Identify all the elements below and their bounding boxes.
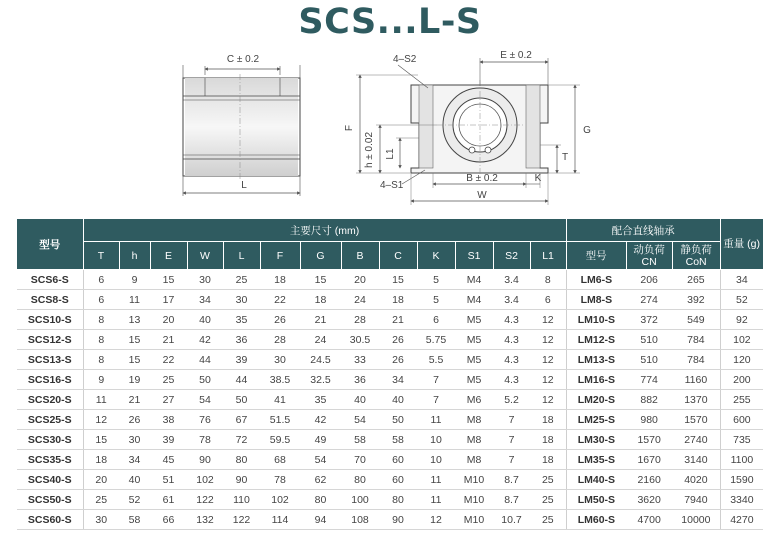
model-cell: SCS20-S [17,390,83,410]
static-load-cell: 4020 [672,470,720,490]
dimension-cell: 22 [150,350,187,370]
technical-drawings [0,0,780,215]
table-row [17,470,763,490]
weight-cell: 600 [720,410,763,430]
dimension-cell: M6 [455,390,493,410]
weight-cell: 255 [720,390,763,410]
model-cell: SCS35-S [17,450,83,470]
dimension-cell: 17 [150,290,187,310]
dimension-cell: 50 [223,390,260,410]
table-row [17,490,763,510]
dimension-cell: 50 [187,370,223,390]
dimension-cell: 66 [150,510,187,530]
dynamic-load-header: 动负荷 CN [626,242,672,270]
dimension-cell: 12 [417,510,455,530]
dimension-cell: 28 [260,330,300,350]
dimension-cell: 33 [341,350,379,370]
dimension-cell: 12 [530,310,566,330]
dimension-cell: 36 [341,370,379,390]
dimension-cell: 6 [83,270,119,290]
dimension-cell: 90 [223,470,260,490]
dimension-cell: 4.3 [493,310,530,330]
bearing-model-cell: LM10-S [566,310,626,330]
dimension-cell: 35 [223,310,260,330]
dimension-cell: 24.5 [300,350,341,370]
dynamic-load-cell: 4700 [626,510,672,530]
front-s1-label: 4–S1 [380,180,404,191]
dynamic-load-cell: 510 [626,330,672,350]
dim-column-header: S1 [455,242,493,270]
dimension-cell: 30 [223,290,260,310]
dimension-cell: M10 [455,510,493,530]
dimension-cell: 67 [223,410,260,430]
dimensions-group-header: 主要尺寸 (mm) [83,219,566,242]
weight-cell: 735 [720,430,763,450]
dimension-cell: 18 [83,450,119,470]
dim-column-header: C [379,242,417,270]
front-t-label: T [561,152,569,163]
table-row [17,330,763,350]
table-row [17,290,763,310]
dynamic-load-cell: 1570 [626,430,672,450]
dimension-cell: 4.3 [493,330,530,350]
dimension-cell: 15 [379,270,417,290]
dim-column-header: L [223,242,260,270]
dimension-cell: 3.4 [493,270,530,290]
dimension-cell: 15 [83,430,119,450]
static-load-header: 静负荷 CoN [672,242,720,270]
bearing-model-cell: LM13-S [566,350,626,370]
front-g-label: G [583,125,591,136]
dimension-cell: 90 [187,450,223,470]
weight-cell: 102 [720,330,763,350]
dimension-cell: 122 [187,490,223,510]
static-load-cell: 392 [672,290,720,310]
dimension-cell: M4 [455,270,493,290]
dimension-cell: 22 [260,290,300,310]
dimension-cell: 5 [417,290,455,310]
weight-cell: 34 [720,270,763,290]
table-row [17,370,763,390]
dimension-cell: 4.3 [493,370,530,390]
front-h-label: h ± 0.02 [364,131,375,169]
bearing-model-cell: LM40-S [566,470,626,490]
dimension-cell: 32.5 [300,370,341,390]
dimension-cell: 34 [119,450,150,470]
dimension-cell: 5.75 [417,330,455,350]
front-s2-label: 4–S2 [393,54,417,65]
dimension-cell: 8.7 [493,470,530,490]
static-load-cell: 1370 [672,390,720,410]
dimension-cell: 51.5 [260,410,300,430]
model-cell: SCS16-S [17,370,83,390]
front-view-drawing [344,50,591,205]
dimension-cell: 36 [223,330,260,350]
dimension-cell: 8 [83,350,119,370]
dimension-cell: 30 [260,350,300,370]
front-f-label: F [344,124,355,132]
dimension-cell: 68 [260,450,300,470]
dimension-cell: 8 [530,270,566,290]
dimension-cell: 12 [530,390,566,410]
dimension-cell: 40 [119,470,150,490]
dim-column-header: K [417,242,455,270]
dimension-cell: M8 [455,410,493,430]
dimension-cell: 72 [223,430,260,450]
dim-column-header: S2 [493,242,530,270]
dimension-cell: 49 [300,430,341,450]
dimension-cell: 94 [300,510,341,530]
dimension-cell: 18 [300,290,341,310]
static-load-cell: 7940 [672,490,720,510]
dimension-cell: 7 [417,370,455,390]
model-cell: SCS40-S [17,470,83,490]
dimension-cell: 38 [150,410,187,430]
table-row [17,270,763,290]
dimension-cell: 58 [119,510,150,530]
dimension-cell: 12 [530,370,566,390]
dimension-cell: 80 [223,450,260,470]
dim-column-header: W [187,242,223,270]
dimension-cell: 30 [119,430,150,450]
dimension-cell: 39 [223,350,260,370]
static-load-cell: 3140 [672,450,720,470]
dimension-cell: 18 [530,430,566,450]
bearing-group-header: 配合直线轴承 [566,219,720,242]
spec-table-body [17,270,763,530]
dimension-cell: 6 [417,310,455,330]
dimension-cell: 34 [379,370,417,390]
dimension-cell: 20 [83,470,119,490]
weight-cell: 52 [720,290,763,310]
dimension-cell: 11 [417,490,455,510]
dimension-cell: 26 [379,350,417,370]
dimension-cell: 110 [223,490,260,510]
dimension-cell: 39 [150,430,187,450]
table-row [17,510,763,530]
dimension-cell: 25 [530,490,566,510]
dimension-cell: 25 [530,470,566,490]
dimension-cell: 100 [341,490,379,510]
dimension-cell: 20 [150,310,187,330]
dimension-cell: 4.3 [493,350,530,370]
dimension-cell: 12 [530,330,566,350]
dim-column-header: T [83,242,119,270]
front-b-label: B ± 0.2 [466,173,498,184]
dimension-cell: 21 [300,310,341,330]
dim-column-header: L1 [530,242,566,270]
dimension-cell: 30 [187,270,223,290]
weight-cell: 200 [720,370,763,390]
static-load-cell: 10000 [672,510,720,530]
dimension-cell: M5 [455,350,493,370]
dynamic-load-cell: 1670 [626,450,672,470]
dimension-cell: 11 [417,410,455,430]
dimension-cell: 10 [417,430,455,450]
dimension-cell: 8 [83,310,119,330]
model-cell: SCS10-S [17,310,83,330]
dimension-cell: 18 [530,410,566,430]
dimension-cell: M5 [455,330,493,350]
dimension-cell: M5 [455,370,493,390]
weight-column-header: 重量 (g) [720,219,763,270]
model-cell: SCS30-S [17,430,83,450]
model-cell: SCS60-S [17,510,83,530]
dimension-cell: 78 [260,470,300,490]
dimension-cell: 5.2 [493,390,530,410]
dimension-cell: 60 [379,470,417,490]
table-row [17,410,763,430]
dimension-cell: 12 [530,350,566,370]
dimension-cell: 26 [260,310,300,330]
dimension-cell: 26 [119,410,150,430]
dimension-cell: 6 [530,290,566,310]
model-cell: SCS13-S [17,350,83,370]
dim-column-header: F [260,242,300,270]
dynamic-load-cell: 774 [626,370,672,390]
dimension-cell: 21 [150,330,187,350]
dimension-cell: 28 [341,310,379,330]
dimension-cell: 3.4 [493,290,530,310]
dimension-cell: 8 [83,330,119,350]
bearing-model-cell: LM25-S [566,410,626,430]
dimension-cell: 61 [150,490,187,510]
dimension-cell: 18 [260,270,300,290]
table-row [17,310,763,330]
dimension-cell: 78 [187,430,223,450]
dimension-cell: 70 [341,450,379,470]
dimension-cell: 40 [187,310,223,330]
dimension-cell: 30 [83,510,119,530]
dimension-cell: 59.5 [260,430,300,450]
dimension-cell: 42 [187,330,223,350]
dimension-cell: 15 [119,350,150,370]
bearing-model-cell: LM12-S [566,330,626,350]
front-l1-label: L1 [385,148,396,160]
dynamic-load-cell: 2160 [626,470,672,490]
dimension-cell: 45 [150,450,187,470]
front-k-label: K [534,173,542,184]
dimension-cell: 44 [223,370,260,390]
dimension-cell: 25 [150,370,187,390]
dimension-cell: 5 [417,270,455,290]
dimension-cell: 25 [530,510,566,530]
dynamic-load-cell: 882 [626,390,672,410]
dimension-cell: 19 [119,370,150,390]
dimension-cell: 10.7 [493,510,530,530]
bearing-model-cell: LM60-S [566,510,626,530]
dimension-cell: M10 [455,490,493,510]
static-load-cell: 1570 [672,410,720,430]
dimension-cell: 9 [119,270,150,290]
dim-column-header: B [341,242,379,270]
dynamic-load-cell: 372 [626,310,672,330]
front-w-label: W [477,190,487,201]
weight-cell: 92 [720,310,763,330]
front-e-label: E ± 0.2 [500,50,532,61]
dimension-cell: 80 [341,470,379,490]
side-l-label: L [241,180,247,191]
dimension-cell: M5 [455,310,493,330]
page-title: SCS...L-S [298,2,482,42]
weight-cell: 120 [720,350,763,370]
side-view-drawing [183,54,300,196]
static-load-cell: 549 [672,310,720,330]
dimension-cell: 40 [341,390,379,410]
table-row [17,350,763,370]
table-row [17,450,763,470]
dimension-cell: 102 [260,490,300,510]
dimension-cell: 51 [150,470,187,490]
dimension-cell: 54 [300,450,341,470]
dimension-cell: 25 [223,270,260,290]
dimension-cell: M8 [455,450,493,470]
dynamic-load-cell: 206 [626,270,672,290]
bearing-model-cell: LM30-S [566,430,626,450]
dimension-cell: 7 [493,430,530,450]
dimension-cell: M8 [455,430,493,450]
dimension-cell: 7 [493,450,530,470]
static-load-cell: 265 [672,270,720,290]
column-header-row [17,242,763,270]
dim-column-header: G [300,242,341,270]
dimension-cell: 102 [187,470,223,490]
dimension-cell: 26 [379,330,417,350]
model-cell: SCS8-S [17,290,83,310]
dimension-cell: 8.7 [493,490,530,510]
bearing-model-cell: LM16-S [566,370,626,390]
dimension-cell: 90 [379,510,417,530]
dimension-cell: 21 [119,390,150,410]
dimension-cell: 76 [187,410,223,430]
dimension-cell: 44 [187,350,223,370]
dimension-cell: 6 [83,290,119,310]
dimension-cell: 52 [119,490,150,510]
dimension-cell: 42 [300,410,341,430]
bearing-model-cell: LM20-S [566,390,626,410]
dimension-cell: 18 [530,450,566,470]
static-load-cell: 784 [672,330,720,350]
dimension-cell: 15 [150,270,187,290]
dimension-cell: 58 [341,430,379,450]
dimension-cell: 30.5 [341,330,379,350]
dimension-cell: 18 [379,290,417,310]
model-cell: SCS12-S [17,330,83,350]
side-c-label: C ± 0.2 [226,54,260,65]
table-row [17,390,763,410]
dimension-cell: 11 [119,290,150,310]
dimension-cell: 122 [223,510,260,530]
dim-column-header: h [119,242,150,270]
dynamic-load-cell: 3620 [626,490,672,510]
dimension-cell: 25 [83,490,119,510]
dimension-cell: 58 [379,430,417,450]
dimension-cell: 7 [493,410,530,430]
dimension-cell: 41 [260,390,300,410]
dimension-cell: 60 [379,450,417,470]
table-row [17,430,763,450]
model-column-header: 型号 [17,219,83,270]
bearing-model-cell: LM50-S [566,490,626,510]
dimension-cell: 35 [300,390,341,410]
dimension-cell: 62 [300,470,341,490]
dimension-cell: 132 [187,510,223,530]
static-load-cell: 2740 [672,430,720,450]
dimension-cell: 5.5 [417,350,455,370]
weight-cell: 1590 [720,470,763,490]
dimension-cell: 21 [379,310,417,330]
spec-table [17,219,764,530]
dimension-cell: 15 [119,330,150,350]
dimension-cell: 34 [187,290,223,310]
dimension-cell: 50 [379,410,417,430]
dimension-cell: 12 [83,410,119,430]
model-cell: SCS50-S [17,490,83,510]
dimension-cell: 11 [83,390,119,410]
bearing-model-header: 型号 [566,242,626,270]
dynamic-load-cell: 274 [626,290,672,310]
dimension-cell: 54 [341,410,379,430]
weight-cell: 4270 [720,510,763,530]
dimension-cell: 7 [417,390,455,410]
dimension-cell: 24 [341,290,379,310]
static-load-cell: 784 [672,350,720,370]
dimension-cell: M4 [455,290,493,310]
dimension-cell: 80 [379,490,417,510]
dimension-cell: 20 [341,270,379,290]
bearing-model-cell: LM6-S [566,270,626,290]
dimension-cell: 114 [260,510,300,530]
dimension-cell: 38.5 [260,370,300,390]
dimension-cell: 10 [417,450,455,470]
dimension-cell: 13 [119,310,150,330]
weight-cell: 3340 [720,490,763,510]
dimension-cell: 40 [379,390,417,410]
dimension-cell: 15 [300,270,341,290]
model-cell: SCS25-S [17,410,83,430]
weight-cell: 1100 [720,450,763,470]
dimension-cell: 108 [341,510,379,530]
dimension-cell: 27 [150,390,187,410]
dimension-cell: 54 [187,390,223,410]
dim-column-header: E [150,242,187,270]
dimension-cell: 24 [300,330,341,350]
dynamic-load-cell: 510 [626,350,672,370]
dynamic-load-cell: 980 [626,410,672,430]
static-load-cell: 1160 [672,370,720,390]
dimension-cell: 80 [300,490,341,510]
model-cell: SCS6-S [17,270,83,290]
dimension-cell: 9 [83,370,119,390]
bearing-model-cell: LM35-S [566,450,626,470]
dimension-cell: 11 [417,470,455,490]
bearing-model-cell: LM8-S [566,290,626,310]
dimension-cell: M10 [455,470,493,490]
